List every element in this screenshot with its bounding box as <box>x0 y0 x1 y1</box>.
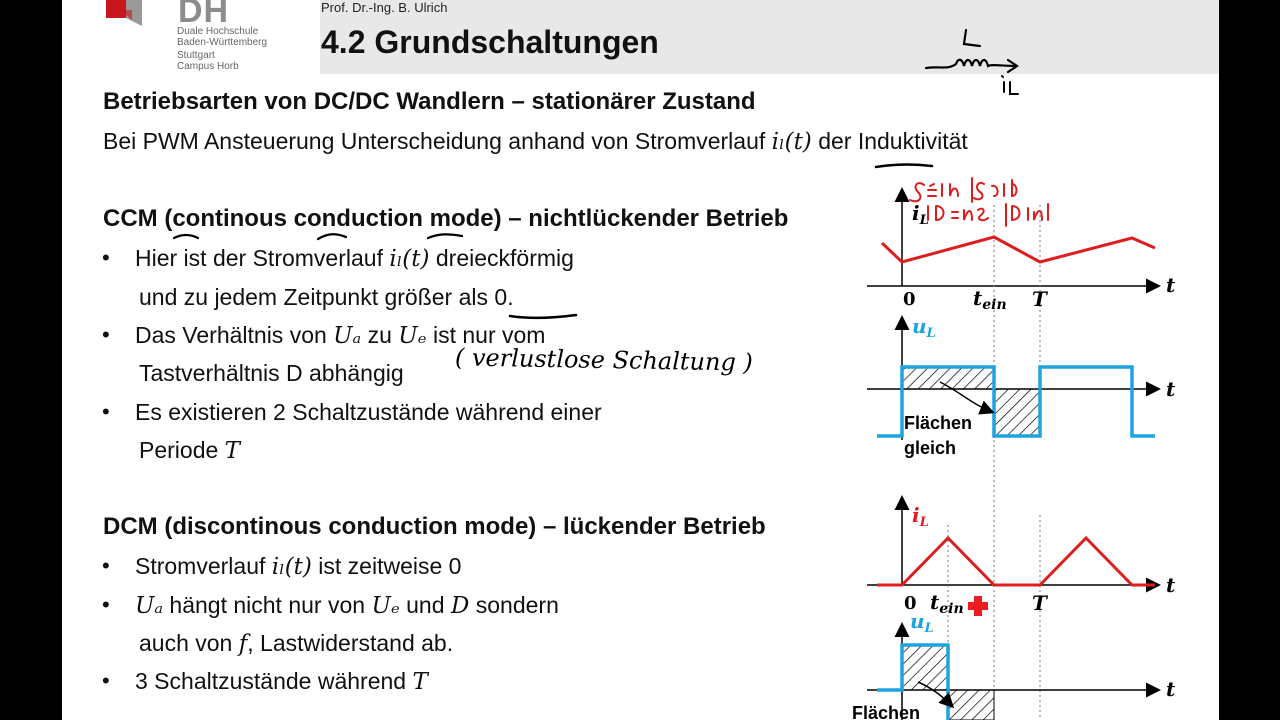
dcm-bullet-1 <box>135 553 461 580</box>
red-cross-icon <box>968 596 988 616</box>
variable: iₗ(t) <box>389 246 430 272</box>
area-negative <box>994 389 1040 436</box>
page-title: 4.2 Grundschaltungen <box>321 24 659 60</box>
ccm-bullet-2-line-2: Tastverhältnis D abhängig <box>139 360 404 386</box>
logo-mark-icon <box>106 0 142 26</box>
dcm-tick-T: T <box>1032 591 1047 615</box>
ccm-voltage-ylabel: $u_L$ <box>912 314 936 341</box>
bullet-dot: • <box>102 245 110 270</box>
handwritten-note: ( verlustlose Schaltung ) <box>454 343 754 377</box>
dcm-current-ylabel: $i_L$ <box>912 503 929 530</box>
text: hängt nicht nur von <box>169 592 366 618</box>
bullet-dot: • <box>102 668 110 693</box>
ccm-voltage-plot <box>867 314 1176 458</box>
dcm-area-positive <box>902 645 948 690</box>
handwritten-ccm-underlines <box>170 228 540 244</box>
text: Hier ist der Stromverlauf <box>135 245 383 271</box>
ccm-bullet-3-line-2 <box>139 437 240 464</box>
text: 3 Schaltzustände während <box>135 668 407 694</box>
dcm-bullet-3 <box>135 668 428 695</box>
author: Prof. Dr.-Ing. B. Ulrich <box>321 0 448 15</box>
annotation-text-1: Flächen <box>904 413 973 433</box>
dcm-tick-tein: $t_{ein}$ <box>930 590 964 617</box>
dcm-tick-zero: 0 <box>904 593 917 614</box>
handwritten-underline-2 <box>508 310 578 322</box>
dcm-bullet-2-line-2 <box>139 630 453 657</box>
ccm-current-ylabel: $i_L$ <box>912 201 929 228</box>
bullet-dot: • <box>102 322 110 347</box>
dcm-voltage-plot <box>852 609 1176 720</box>
intro-text-end: der Induktivität <box>818 128 968 154</box>
section-intro <box>103 128 968 155</box>
bullet-dot: • <box>102 592 110 617</box>
dcm-current-waveform <box>877 538 1155 585</box>
ccm-current-plot <box>867 178 1176 720</box>
tick-zero: 0 <box>903 289 916 310</box>
handwritten-red-note-bottom <box>928 204 1048 226</box>
ccm-voltage-xlabel: t <box>1166 377 1176 401</box>
variable: Uₐ <box>333 323 362 349</box>
intro-text: Bei PWM Ansteuerung Unterscheidung anhand von Stromverlauf <box>103 128 766 154</box>
ccm-current-xlabel: t <box>1166 273 1176 297</box>
dcm-voltage-xlabel: t <box>1166 677 1176 701</box>
slide <box>62 0 1219 720</box>
dcm-current-plot <box>867 498 1176 720</box>
text: auch von <box>139 630 233 656</box>
area-positive <box>902 367 994 389</box>
variable: Uₑ <box>371 593 400 619</box>
variable: T <box>412 669 428 695</box>
variable: f <box>238 631 248 657</box>
text: , Lastwiderstand ab. <box>247 630 454 656</box>
variable: D <box>450 593 470 619</box>
text: Das Verhältnis von <box>135 322 327 348</box>
variable: iₗ(t) <box>271 554 312 580</box>
annotation-arrow <box>940 382 992 412</box>
intro-variable: iₗ(t) <box>771 129 812 155</box>
text: Periode <box>139 437 219 463</box>
ccm-bullet-3: Es existieren 2 Schaltzustände während einer <box>135 399 602 425</box>
logo-line-4: Campus Horb <box>177 61 239 72</box>
logo-line-2: Baden-Württemberg <box>177 37 268 48</box>
dcm-voltage-ylabel: $u_L$ <box>910 609 934 636</box>
text: und <box>406 592 445 618</box>
text: dreieckförmig <box>435 245 574 271</box>
logo-brand: DH <box>178 0 230 30</box>
variable: Uₑ <box>398 323 427 349</box>
text: sondern <box>475 592 559 618</box>
ccm-bullet-1-line-2: und zu jedem Zeitpunkt größer als 0. <box>139 284 514 310</box>
dcm-annotation-arrow <box>918 682 952 706</box>
ccm-bullet-1 <box>135 245 574 272</box>
variable: Uₐ <box>135 593 164 619</box>
section-heading: Betriebsarten von DC/DC Wandlern – stationärer Zustand <box>103 88 756 115</box>
text: Stromverlauf <box>135 553 266 579</box>
handwritten-inductor-sketch <box>922 24 1032 104</box>
logo-line-3: Stuttgart <box>177 50 215 61</box>
bullet-dot: • <box>102 553 110 578</box>
text: ist nur vom <box>432 322 546 348</box>
bullet-dot: • <box>102 399 110 424</box>
handwritten-red-note-top <box>910 178 1017 202</box>
dcm-bullet-2 <box>135 592 559 619</box>
handwritten-underline <box>874 158 934 172</box>
dcm-annotation-text: Flächen <box>852 703 921 720</box>
ccm-voltage-waveform <box>877 367 1155 436</box>
dcm-current-xlabel: t <box>1166 573 1176 597</box>
ccm-heading: CCM (continous conduction mode) – nichtlückender Betrieb <box>103 205 789 232</box>
annotation-text-2: gleich <box>904 438 957 458</box>
ccm-current-waveform <box>882 237 1155 262</box>
tick-tein: $t_{ein}$ <box>973 286 1007 313</box>
tick-T: T <box>1032 287 1047 311</box>
dcm-heading: DCM (discontinous conduction mode) – lückender Betrieb <box>103 513 766 540</box>
dcm-area-negative <box>948 690 994 720</box>
logo-line-1: Duale Hochschule <box>177 26 259 37</box>
variable: T <box>224 438 241 464</box>
text: zu <box>367 322 392 348</box>
text: ist zeitweise 0 <box>318 553 462 579</box>
dcm-voltage-waveform <box>877 645 948 720</box>
